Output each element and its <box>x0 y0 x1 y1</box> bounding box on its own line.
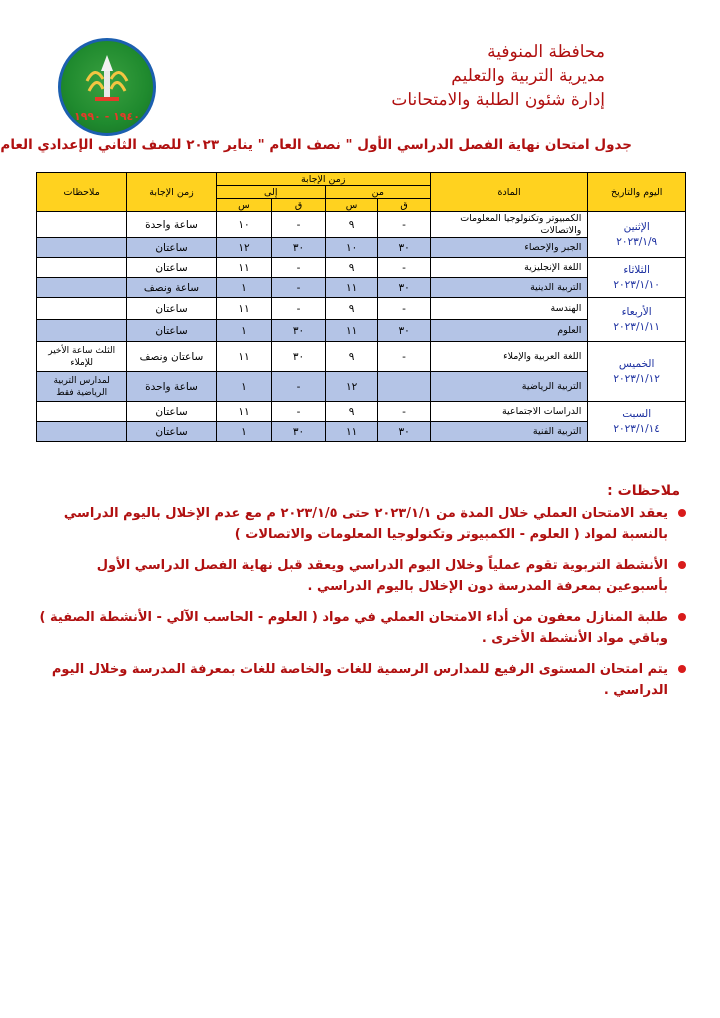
duration-cell: ساعتان <box>127 258 216 278</box>
subject-cell: الجبر والإحصاء <box>430 238 588 258</box>
to-q-cell: - <box>272 258 326 278</box>
day-cell <box>588 342 686 402</box>
day-cell <box>588 212 686 258</box>
from-s-cell: ١١ <box>325 422 378 442</box>
note-cell <box>37 422 127 442</box>
from-q-cell: - <box>378 258 431 278</box>
note-cell <box>37 298 127 320</box>
subject-cell: التربية الرياضية <box>430 372 588 402</box>
header-from: من <box>325 186 430 199</box>
header-from-s: س <box>325 199 378 212</box>
duration-cell: ساعتان <box>127 402 216 422</box>
from-s-cell: ٩ <box>325 298 378 320</box>
duration-cell: ساعة واحدة <box>127 372 216 402</box>
exam-schedule-table <box>36 172 686 442</box>
to-s-cell: ١ <box>216 372 272 402</box>
from-q-cell <box>378 372 431 402</box>
subject-cell: الكمبيوتر وتكنولوجيا المعلومات والاتصالات <box>430 212 588 238</box>
governorate-emblem-icon <box>58 38 156 136</box>
to-s-cell: ١١ <box>216 402 272 422</box>
duration-cell: ساعتان <box>127 320 216 342</box>
day-name: الأربعاء <box>621 305 652 318</box>
note-cell: الثلث ساعة الأخير للإملاء <box>37 342 127 372</box>
from-q-cell: - <box>378 342 431 372</box>
day-date: ٢٠٢٣/١/١١ <box>613 320 660 333</box>
from-q-cell: ٣٠ <box>378 278 431 298</box>
directorate-name: مديرية التربية والتعليم <box>451 66 605 86</box>
duration-cell: ساعتان <box>127 298 216 320</box>
emblem-graphic <box>79 51 135 109</box>
table-row <box>37 342 686 372</box>
note-cell: لمدارس التربية الرياضية فقط <box>37 372 127 402</box>
header-day-date: اليوم والتاريخ <box>588 173 686 212</box>
bullet-icon <box>678 665 686 673</box>
header-to-s: س <box>216 199 272 212</box>
list-item <box>38 503 688 545</box>
from-s-cell: ١٢ <box>325 372 378 402</box>
from-s-cell: ١٠ <box>325 238 378 258</box>
to-s-cell: ١ <box>216 422 272 442</box>
to-s-cell: ١ <box>216 320 272 342</box>
day-name: السبت <box>622 407 652 420</box>
to-q-cell: - <box>272 212 326 238</box>
from-q-cell: - <box>378 402 431 422</box>
to-s-cell: ١ <box>216 278 272 298</box>
bullet-icon <box>678 509 686 517</box>
note-cell <box>37 278 127 298</box>
header-to-q: ق <box>272 199 326 212</box>
from-q-cell: ٣٠ <box>378 422 431 442</box>
table-row <box>37 298 686 320</box>
duration-cell: ساعتان ونصف <box>127 342 216 372</box>
emblem-text: ١٩٤٠ - ١٩٩٠ <box>74 110 140 123</box>
table-row <box>37 402 686 422</box>
list-item <box>38 607 688 649</box>
header-notes: ملاحظات <box>37 173 127 212</box>
list-item <box>38 659 688 701</box>
day-date: ٢٠٢٣/١/١٤ <box>613 422 660 435</box>
duration-cell: ساعة ونصف <box>127 278 216 298</box>
day-name: الثلاثاء <box>623 263 650 276</box>
to-s-cell: ١٢ <box>216 238 272 258</box>
page-title: جدول امتحان نهاية الفصل الدراسي الأول " نصف العام " يناير ٢٠٢٣ للصف الثاني الإعدادي العام <box>0 137 632 153</box>
from-q-cell: ٣٠ <box>378 320 431 342</box>
header-from-q: ق <box>378 199 431 212</box>
from-q-cell: ٣٠ <box>378 238 431 258</box>
to-q-cell: - <box>272 298 326 320</box>
to-q-cell: - <box>272 372 326 402</box>
header-answer-time: زمن الإجابة <box>216 173 430 186</box>
note-text: الأنشطة التربوية تقوم عملياً وخلال اليوم الدراسي ويعقد قبل نهاية الفصل الدراسي الأول بأسبوعين بمعرفة المدرسة دون الإخلال باليوم الدراسي . <box>96 558 668 594</box>
to-q-cell: ٣٠ <box>272 422 326 442</box>
day-cell <box>588 298 686 342</box>
from-s-cell: ٩ <box>325 402 378 422</box>
from-s-cell: ١١ <box>325 278 378 298</box>
from-s-cell: ٩ <box>325 258 378 278</box>
day-cell <box>588 258 686 298</box>
subject-cell: اللغة الإنجليزية <box>430 258 588 278</box>
day-name: الإثنين <box>623 220 650 233</box>
from-q-cell: - <box>378 212 431 238</box>
duration-cell: ساعة واحدة <box>127 212 216 238</box>
header-subject: المادة <box>430 173 588 212</box>
duration-cell: ساعتان <box>127 422 216 442</box>
notes-heading: ملاحظات : <box>607 483 680 499</box>
table-row <box>37 212 686 238</box>
subject-cell: الدراسات الاجتماعية <box>430 402 588 422</box>
day-date: ٢٠٢٣/١/٩ <box>616 235 658 248</box>
note-cell <box>37 402 127 422</box>
to-s-cell: ١١ <box>216 298 272 320</box>
to-q-cell: - <box>272 278 326 298</box>
from-s-cell: ٩ <box>325 342 378 372</box>
notes-list <box>38 503 688 711</box>
list-item <box>38 555 688 597</box>
header-block <box>391 40 605 112</box>
day-date: ٢٠٢٣/١/١٠ <box>613 278 660 291</box>
department-name: إدارة شئون الطلبة والامتحانات <box>391 90 605 110</box>
to-q-cell: ٣٠ <box>272 342 326 372</box>
note-text: طلبة المنازل معفون من أداء الامتحان العملي في مواد ( العلوم - الحاسب الآلي - الأنشطة الصفية ) وباقي مواد الأنشطة الأخرى . <box>39 610 668 646</box>
note-text: يتم امتحان المستوى الرفيع للمدارس الرسمية للغات والخاصة للغات بمعرفة المدرسة وخلال اليوم الدراسي . <box>51 662 668 698</box>
note-cell <box>37 320 127 342</box>
to-s-cell: ١١ <box>216 258 272 278</box>
day-date: ٢٠٢٣/١/١٢ <box>613 372 660 385</box>
bullet-icon <box>678 561 686 569</box>
from-q-cell: - <box>378 298 431 320</box>
note-text: يعقد الامتحان العملي خلال المدة من ٢٠٢٣/١/١ حتى ٢٠٢٣/١/٥ م مع عدم الإخلال باليوم الدراسي بالنسبة لمواد ( العلوم - الكمبيوتر وتكنولوجيا المعلومات والاتصالات ) <box>63 506 668 542</box>
subject-cell: اللغة العربية والإملاء <box>430 342 588 372</box>
to-q-cell: ٣٠ <box>272 320 326 342</box>
to-q-cell: ٣٠ <box>272 238 326 258</box>
day-name: الخميس <box>618 357 655 370</box>
from-s-cell: ١١ <box>325 320 378 342</box>
subject-cell: التربية الدينية <box>430 278 588 298</box>
note-cell <box>37 258 127 278</box>
subject-cell: التربية الفنية <box>430 422 588 442</box>
note-cell <box>37 212 127 238</box>
governorate-name: محافظة المنوفية <box>487 42 605 62</box>
subject-cell: الهندسة <box>430 298 588 320</box>
subject-cell: العلوم <box>430 320 588 342</box>
note-cell <box>37 238 127 258</box>
bullet-icon <box>678 613 686 621</box>
day-cell <box>588 402 686 442</box>
to-s-cell: ١١ <box>216 342 272 372</box>
to-s-cell: ١٠ <box>216 212 272 238</box>
from-s-cell: ٩ <box>325 212 378 238</box>
duration-cell: ساعتان <box>127 238 216 258</box>
table-row <box>37 258 686 278</box>
to-q-cell: - <box>272 402 326 422</box>
header-to: إلى <box>216 186 325 199</box>
header-duration: زمن الإجابة <box>127 173 216 212</box>
